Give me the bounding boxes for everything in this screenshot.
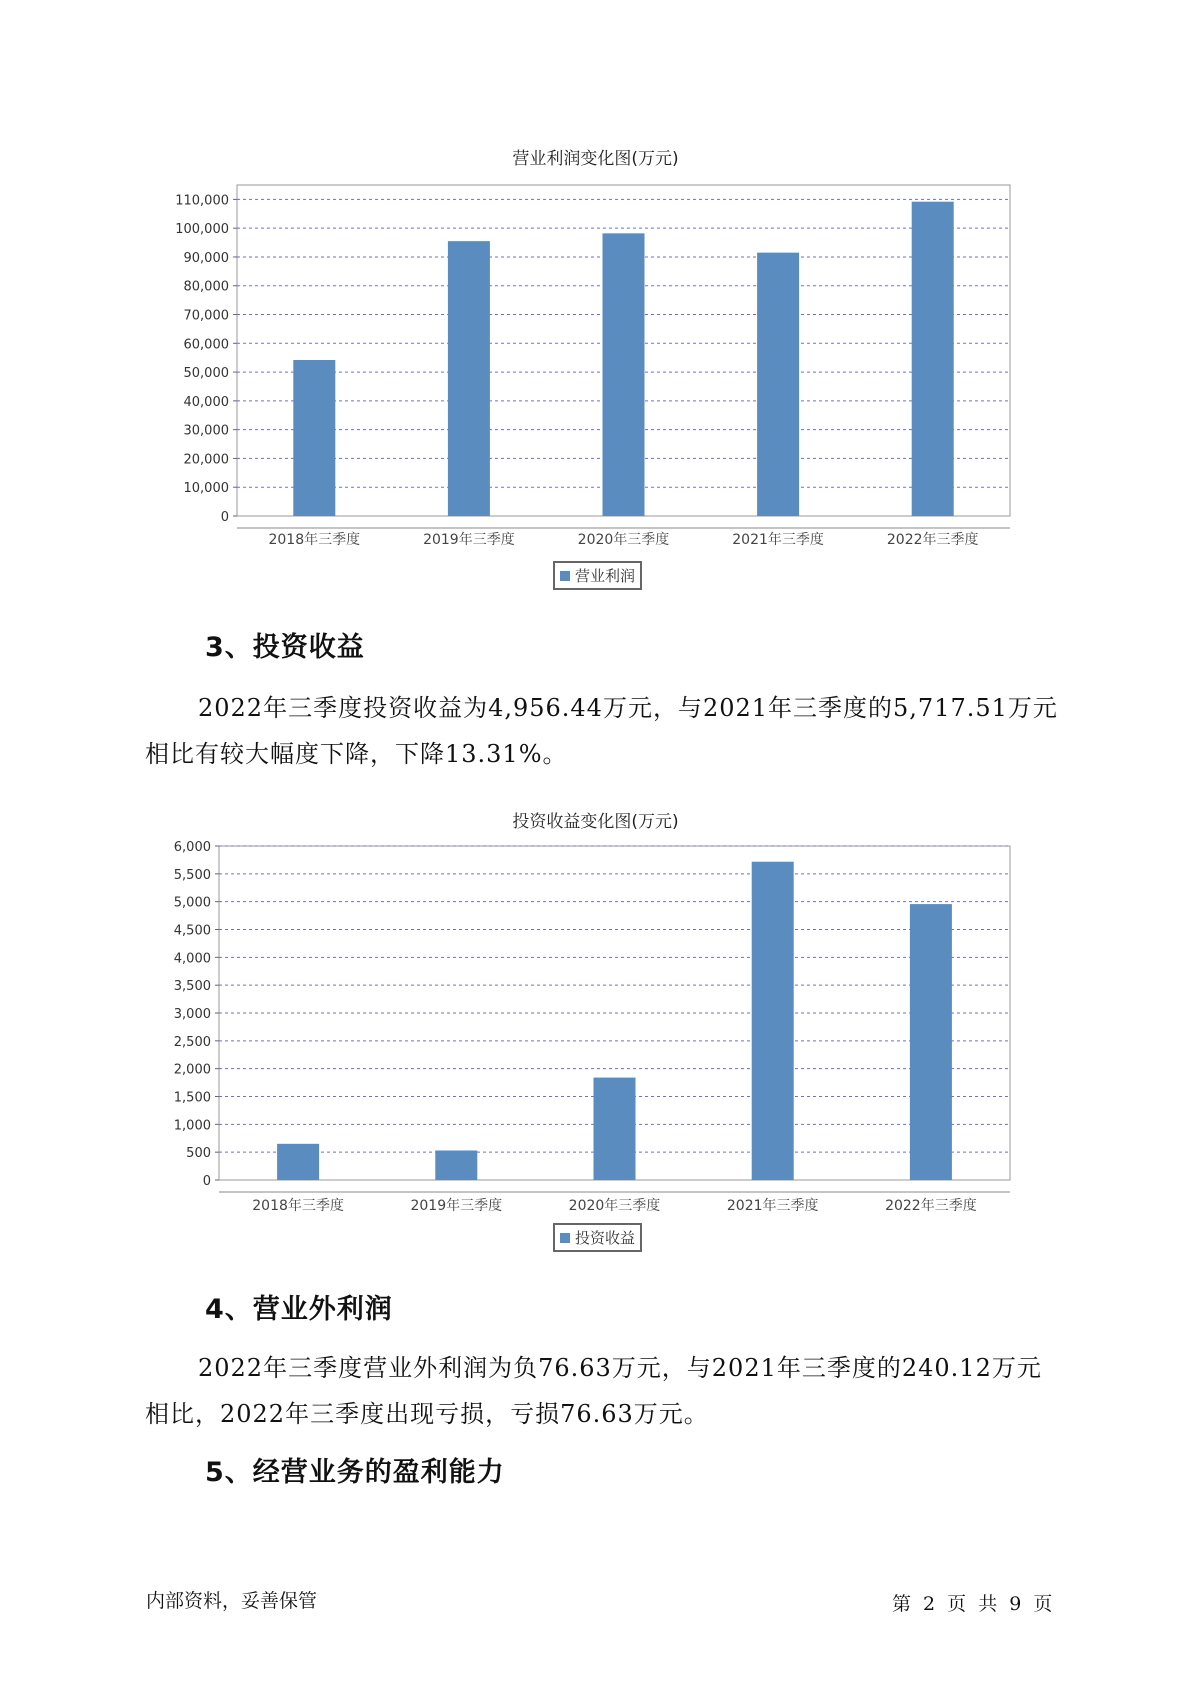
y-tick-label: 500 (186, 1146, 211, 1162)
y-tick-label: 50,000 (183, 366, 229, 382)
y-tick-label: 1,500 (173, 1090, 211, 1106)
y-tick-label: 70,000 (183, 308, 229, 324)
y-tick-label: 2,500 (173, 1034, 211, 1050)
y-tick-label: 0 (202, 1174, 211, 1189)
y-tick-label: 4,500 (173, 923, 211, 939)
legend-swatch (560, 1233, 570, 1243)
x-tick-label: 2021年三季度 (732, 532, 824, 548)
x-tick-label: 2021年三季度 (726, 1198, 819, 1214)
bar (448, 241, 490, 516)
legend-swatch (560, 571, 570, 581)
x-tick-label: 2018年三季度 (268, 532, 361, 548)
footer-confidential-note: 内部资料，妥善保管 (146, 1590, 318, 1612)
bar (277, 1144, 319, 1180)
x-tick-label: 2022年三季度 (886, 532, 979, 548)
x-tick-label: 2019年三季度 (410, 1198, 503, 1214)
section-heading-operating-profitability: 5、经营业务的盈利能力 (205, 1457, 505, 1488)
bar (594, 1078, 636, 1180)
x-tick-label: 2020年三季度 (568, 1198, 661, 1214)
bar (757, 253, 799, 516)
bar (293, 360, 335, 516)
y-tick-label: 20,000 (183, 452, 229, 468)
y-tick-label: 40,000 (183, 394, 229, 410)
chart1-title: 营业利润变化图(万元) (512, 149, 679, 169)
y-tick-label: 110,000 (175, 193, 229, 209)
y-tick-label: 80,000 (183, 279, 229, 295)
x-tick-label: 2020年三季度 (577, 532, 670, 548)
x-tick-label: 2019年三季度 (423, 532, 515, 548)
chart2-legend-label: 投资收益 (575, 1229, 636, 1247)
y-tick-label: 1,000 (173, 1118, 211, 1134)
y-tick-label: 5,000 (173, 895, 211, 911)
chart1-legend-label: 营业利润 (575, 567, 636, 585)
y-tick-label: 100,000 (175, 222, 229, 238)
y-tick-label: 6,000 (173, 840, 211, 855)
y-tick-label: 4,000 (173, 951, 211, 967)
bar (435, 1150, 477, 1180)
y-tick-label: 2,000 (173, 1062, 211, 1078)
x-tick-label: 2022年三季度 (885, 1198, 977, 1214)
y-tick-label: 5,500 (173, 867, 211, 883)
y-tick-label: 60,000 (183, 337, 229, 353)
paragraph-non-operating-profit: 2022年三季度营业外利润为负76.63万元，与2021年三季度的240.12万元相比，2022年三季度出现亏损，亏损76.63万元。 (145, 1354, 1042, 1428)
y-tick-label: 3,000 (173, 1007, 211, 1022)
chart2-legend (553, 1223, 642, 1252)
x-tick-label: 2018年三季度 (252, 1198, 344, 1214)
y-tick-label: 3,500 (173, 979, 211, 995)
y-tick-label: 0 (220, 510, 229, 525)
chart2-title: 投资收益变化图(万元) (512, 812, 679, 832)
bar (910, 904, 952, 1180)
section-heading-investment-income: 3、投资收益 (205, 632, 365, 663)
investment-income-chart (0, 832, 1191, 1252)
paragraph-investment-income: 2022年三季度投资收益为4,956.44万元，与2021年三季度的5,717.51万元相比有较大幅度下降，下降13.31%。 (145, 694, 1058, 768)
bar (603, 233, 645, 516)
y-tick-label: 10,000 (183, 481, 229, 497)
section-heading-non-operating-profit: 4、营业外利润 (205, 1294, 393, 1325)
y-tick-label: 30,000 (183, 423, 229, 439)
footer-page-number: 第 2 页 共 9 页 (892, 1593, 1053, 1615)
chart1-legend (553, 561, 642, 590)
bar (752, 862, 794, 1180)
y-tick-label: 90,000 (183, 250, 229, 266)
bar (912, 202, 954, 516)
